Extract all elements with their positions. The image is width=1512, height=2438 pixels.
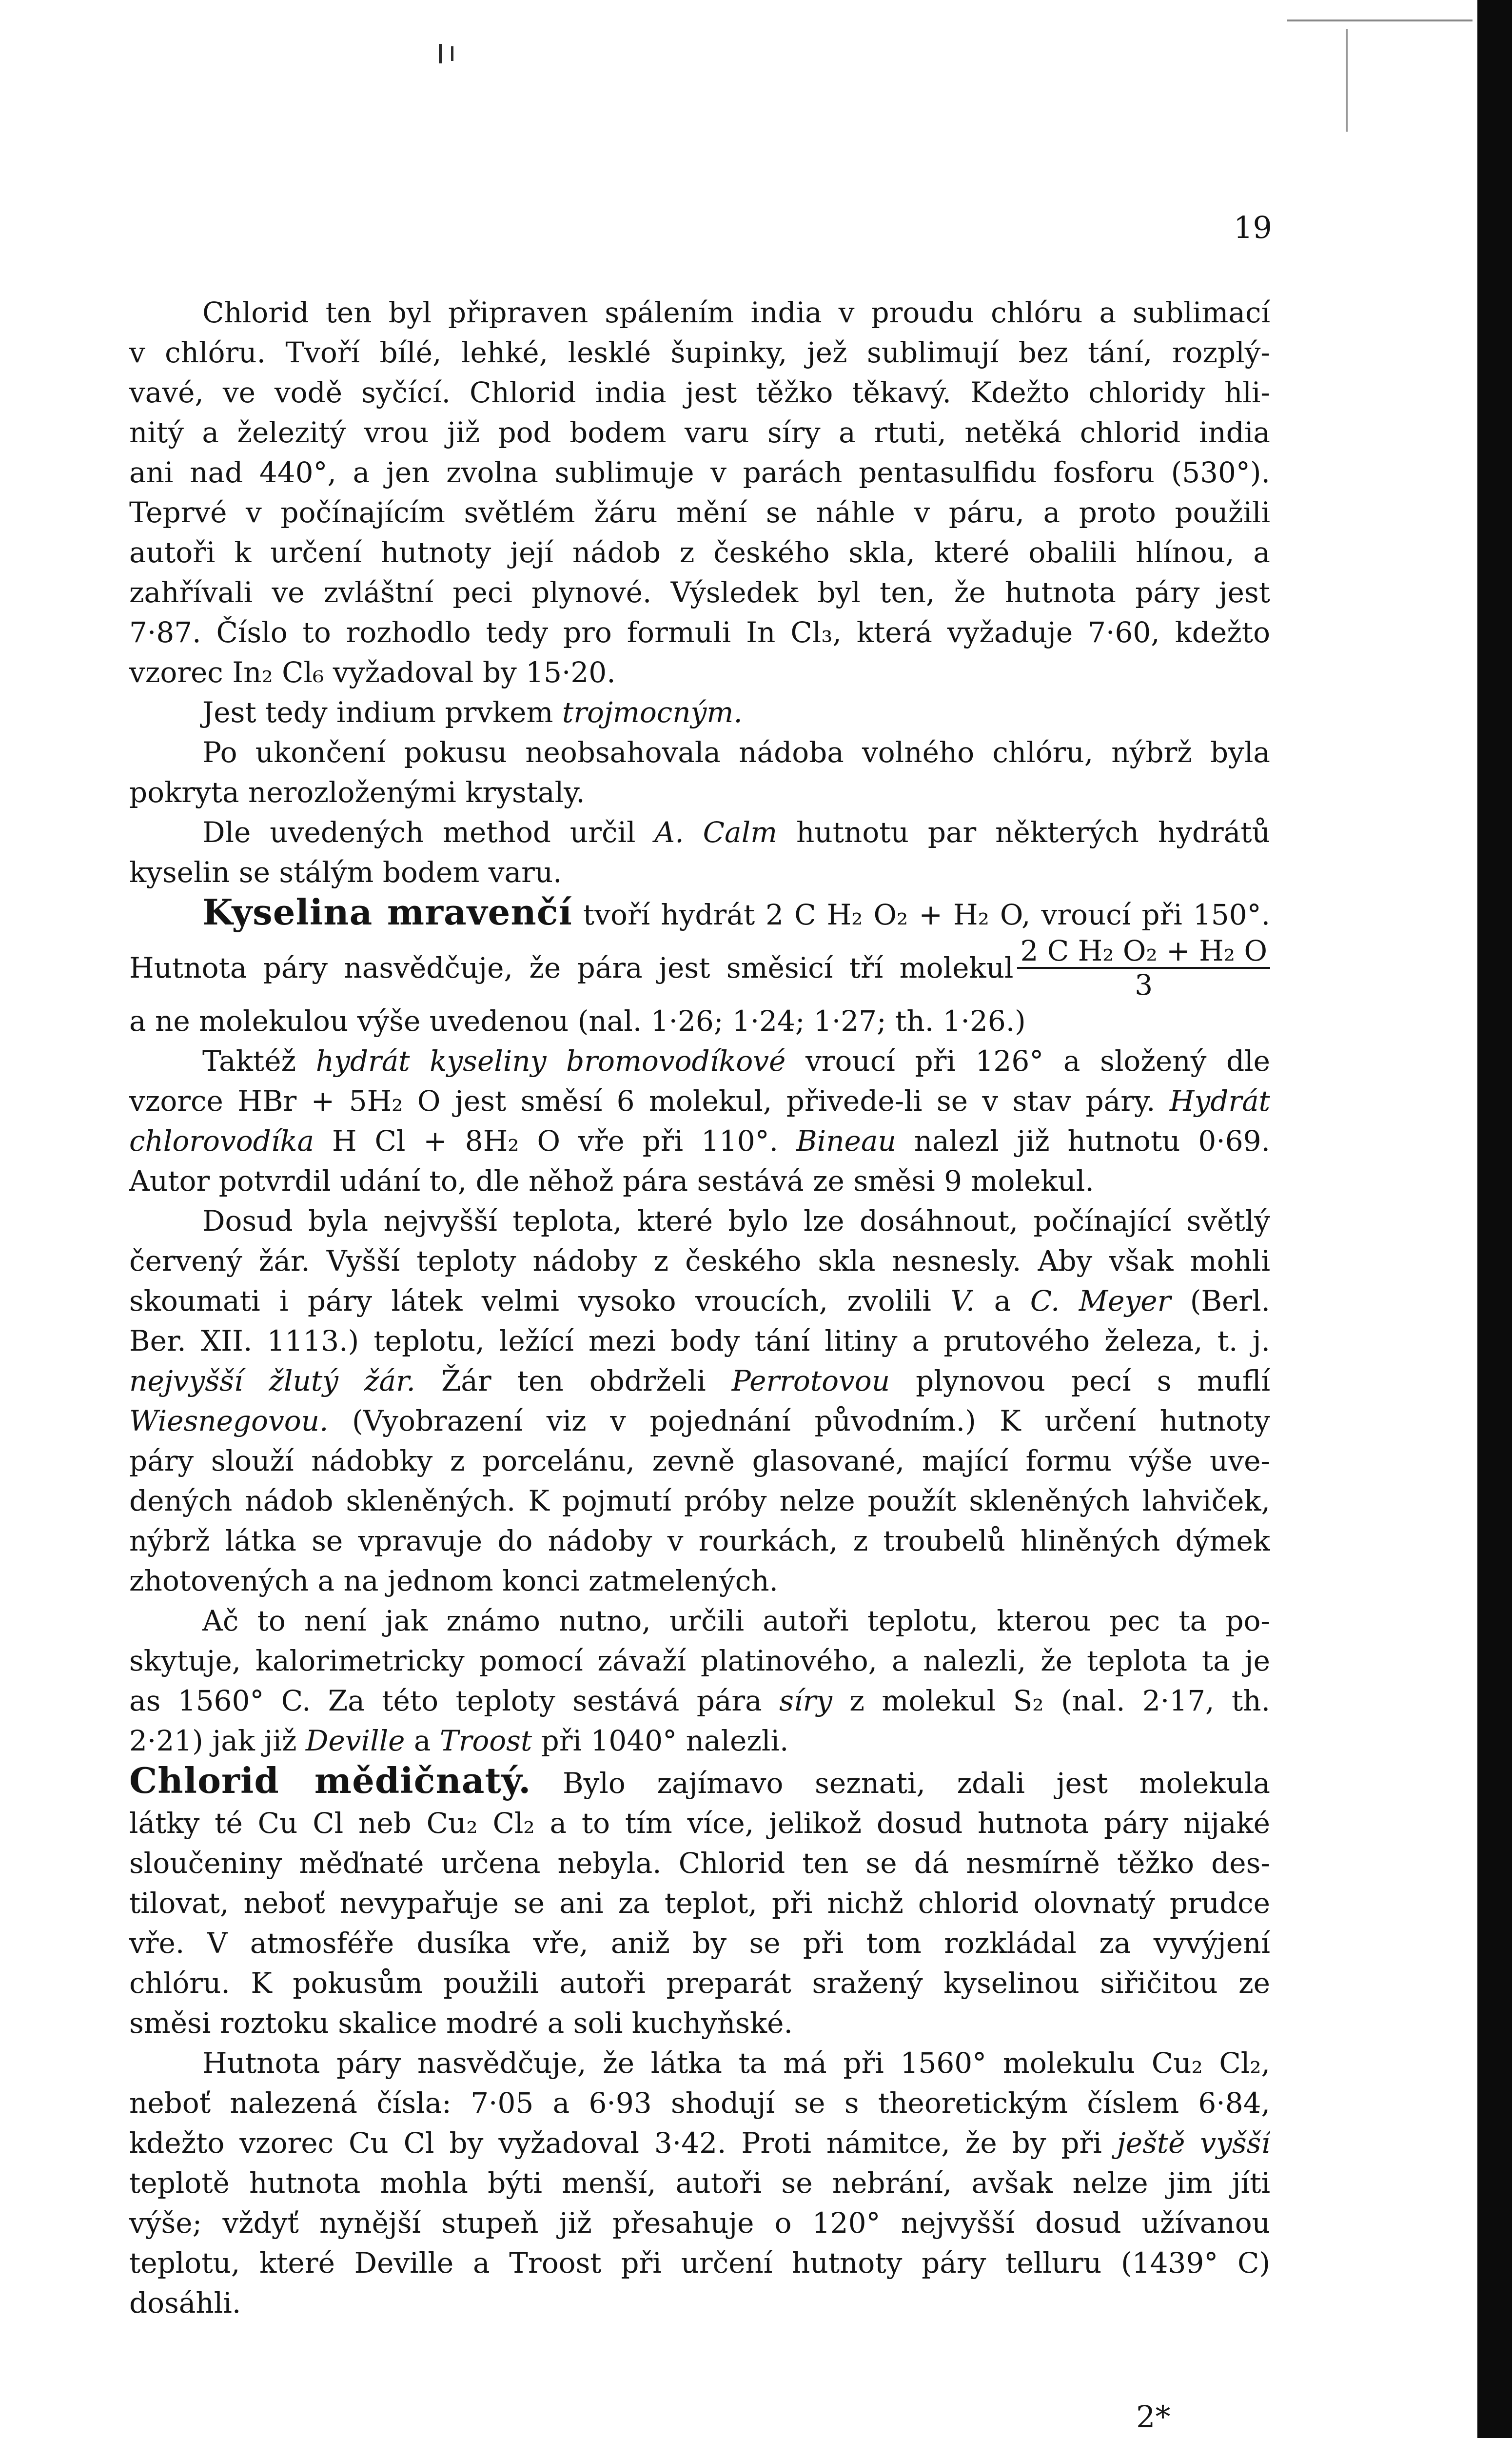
author-name: Deville [305,1724,405,1757]
scan-mark [1346,29,1348,132]
text-run: (Berl. [1171,1284,1270,1317]
text-run: plynovou pecí s muflí [890,1364,1270,1397]
text-run: při 1040° nalezli. [532,1724,789,1757]
formula-row [129,935,1270,1001]
text-line: dených nádob skleněných. K pojmutí próby nelze použít skleněných lahviček, [129,1484,1270,1517]
text-run: hutnotu par některých hydrátů [777,816,1270,849]
author-name: C. Meyer [1030,1284,1171,1317]
text-line: Autor potvrdil udání to, dle něhož pára sestává ze směsi 9 molekul. [129,1164,1094,1198]
text-run: H Cl + 8H₂ O vře při 110°. [314,1124,797,1158]
scan-border [1477,0,1512,2438]
emphasis: Perrotovou [731,1364,890,1397]
emphasis: hydrát kyseliny bromovodíkové [315,1044,786,1078]
text-line [129,1121,1270,1161]
text-run: as 1560° C. Za této teploty sestává pára [129,1684,780,1717]
text-line: ani nad 440°, a jen zvolna sublimuje v parách pentasulfidu fosforu (530°). [129,456,1270,489]
text-line: vavé, ve vodě syčící. Chlorid india jest těžko těkavý. Kdežto chloridy hli- [129,376,1270,409]
section-heading: Kyselina mravenčí [202,892,572,933]
text-line: neboť nalezená čísla: 7·05 a 6·93 shodují se s theoretickým číslem 6·84, [129,2086,1270,2120]
text-line: autoři k určení hutnoty její nádob z českého skla, které obalili hlínou, a [129,536,1270,569]
text-run: 2·21) jak již [129,1724,306,1757]
text-line: Ber. XII. 1113.) teplotu, ležící mezi body tání litiny a prutového železa, t. j. [129,1324,1270,1357]
emphasis: chlorovodíka [129,1124,314,1158]
text-line: Teprvé v počínajícím světlém žáru mění se náhle v páru, a proto použili [129,496,1270,529]
author-name: V. [950,1284,975,1317]
signature-mark: 2* [1136,2399,1171,2435]
text-line: látky té Cu Cl neb Cu₂ Cl₂ a to tím více, jelikož dosud hutnota páry nijaké [129,1807,1270,1840]
emphasis: trojmocným. [562,696,743,729]
emphasis: Hydrát [1169,1084,1270,1118]
scan-mark [451,46,453,61]
text-line: teplotu, které Deville a Troost při určení hutnoty páry telluru (1439° C) [129,2246,1270,2280]
text-run: a [975,1284,1030,1317]
text-line [129,892,1270,935]
text-run: skoumati i páry látek velmi vysoko vroucích, zvolili [129,1284,951,1317]
text-line: vzorec In₂ Cl₆ vyžadoval by 15·20. [129,656,616,689]
text-line [129,1041,1270,1081]
text-line: a ne molekulou výše uvedenou (nal. 1·26; 1·24; 1·27; th. 1·26.) [129,1004,1026,1038]
text-line: Hutnota páry nasvědčuje, že látka ta má při 1560° molekulu Cu₂ Cl₂, [202,2046,1270,2080]
text-line: v chlóru. Tvoří bílé, lehké, lesklé šupinky, jež sublimují bez tání, rozplý- [129,336,1270,369]
text-line [129,1361,1270,1401]
fraction-denominator: 3 [1135,968,1153,1002]
text-line: výše; vždyť nynější stupeň již přesahuje o 120° nejvyšší dosud užívanou [129,2206,1270,2240]
text-run: kdežto vzorec Cu Cl by vyžadoval 3·42. Proti námitce, že by při [129,2126,1117,2160]
page-number: 19 [1234,210,1272,245]
emphasis: Wiesnegovou. [129,1404,329,1437]
section-heading: Chlorid mědičnatý. [129,1761,531,1801]
scan-mark [439,44,442,63]
text-line: vře. V atmosféře dusíka vře, aniž by se při tom rozkládal za vyvýjení [129,1927,1270,1960]
text-line: 7·87. Číslo to rozhodlo tedy pro formuli In Cl₃, která vyžaduje 7·60, kdežto [129,616,1270,649]
text-line [129,1401,1270,1441]
text-run: (Vyobrazení viz v pojednání původním.) K určení hutnoty [328,1404,1270,1437]
scan-mark [1287,20,1473,21]
emphasis: nejvyšší žlutý žár. [129,1364,415,1397]
author-name: A. Calm [654,816,778,849]
fraction [1017,935,1270,1001]
text-run: a [405,1724,440,1757]
text-line: směsi roztoku skalice modré a soli kuchyňské. [129,2006,793,2040]
text-line [129,1721,1270,1761]
text-line: Po ukončení pokusu neobsahovala nádoba volného chlóru, nýbrž byla [202,736,1270,769]
text-line: páry slouží nádobky z porcelánu, zevně glasované, mající formu výše uve- [129,1444,1270,1477]
emphasis: síry [779,1684,832,1717]
text-line: nýbrž látka se vpravuje do nádoby v rourkách, z troubelů hliněných dýmek [129,1524,1270,1557]
text-line: kyselin se stálým bodem varu. [129,856,562,889]
text-run: Hutnota páry nasvědčuje, že pára jest směsicí tří molekul [129,951,1014,984]
text-line: skytuje, kalorimetricky pomocí závaží platinového, a nalezli, že teplota ta je [129,1644,1270,1677]
text-line [129,1281,1270,1321]
text-run: Jest tedy indium prvkem [202,696,562,729]
text-run: nalezl již hutnotu 0·69. [896,1124,1270,1158]
text-line: tilovat, neboť nevypařuje se ani za teplot, při nichž chlorid olovnatý prudce [129,1887,1270,1920]
text-line [129,692,1270,732]
text-line: zahřívali ve zvláštní peci plynové. Výsledek byl ten, že hutnota páry jest [129,576,1270,609]
text-line: teplotě hutnota mohla býti menší, autoři se nebrání, avšak nelze jim jíti [129,2166,1270,2200]
text-line [129,812,1270,852]
text-run: Žár ten obdrželi [415,1364,732,1397]
text-line [129,1681,1270,1721]
text-line: dosáhli. [129,2286,241,2320]
text-line: sloučeniny měďnaté určena nebyla. Chlorid ten se dá nesmírně těžko des- [129,1847,1270,1880]
text-line: Chlorid ten byl připraven spálením india v proudu chlóru a sublimací [202,296,1270,329]
text-line: nitý a železitý vrou již pod bodem varu síry a rtuti, netěká chlorid india [129,416,1270,449]
text-run: Taktéž [202,1044,316,1078]
text-line: Dosud byla nejvyšší teplota, které bylo lze dosáhnout, počínající světlý [202,1204,1270,1238]
text-line: pokryta nerozloženými krystaly. [129,776,585,809]
text-line: chlóru. K pokusům použili autoři preparát sražený kyselinou siřičitou ze [129,1966,1270,2000]
text-line [129,1081,1270,1121]
text-run: vzorce HBr + 5H₂ O jest směsí 6 molekul, přivede-li se v stav páry. [129,1084,1170,1118]
text-run: Bylo zajímavo seznati, zdali jest molekula [531,1767,1270,1800]
author-name: Troost [439,1724,532,1757]
text-line: červený žár. Vyšší teploty nádoby z českého skla nesnesly. Aby však mohli [129,1244,1270,1278]
text-run: Dle uvedených method určil [202,816,655,849]
text-line: zhotovených a na jednom konci zatmelených. [129,1564,778,1597]
emphasis: ještě vyšší [1117,2126,1270,2160]
text-run: z molekul S₂ (nal. 2·17, th. [832,1684,1270,1717]
text-run: vroucí při 126° a složený dle [785,1044,1270,1078]
text-line [129,1761,1270,1803]
author-name: Bineau [796,1124,896,1158]
text-line: Ač to není jak známo nutno, určili autoři teplotu, kterou pec ta po- [202,1604,1270,1637]
text-run: tvoří hydrát 2 C H₂ O₂ + H₂ O, vroucí při 150°. [572,898,1270,931]
fraction-numerator: 2 C H₂ O₂ + H₂ O [1017,935,1270,969]
text-line [129,2123,1270,2163]
page-body [129,293,1270,2323]
